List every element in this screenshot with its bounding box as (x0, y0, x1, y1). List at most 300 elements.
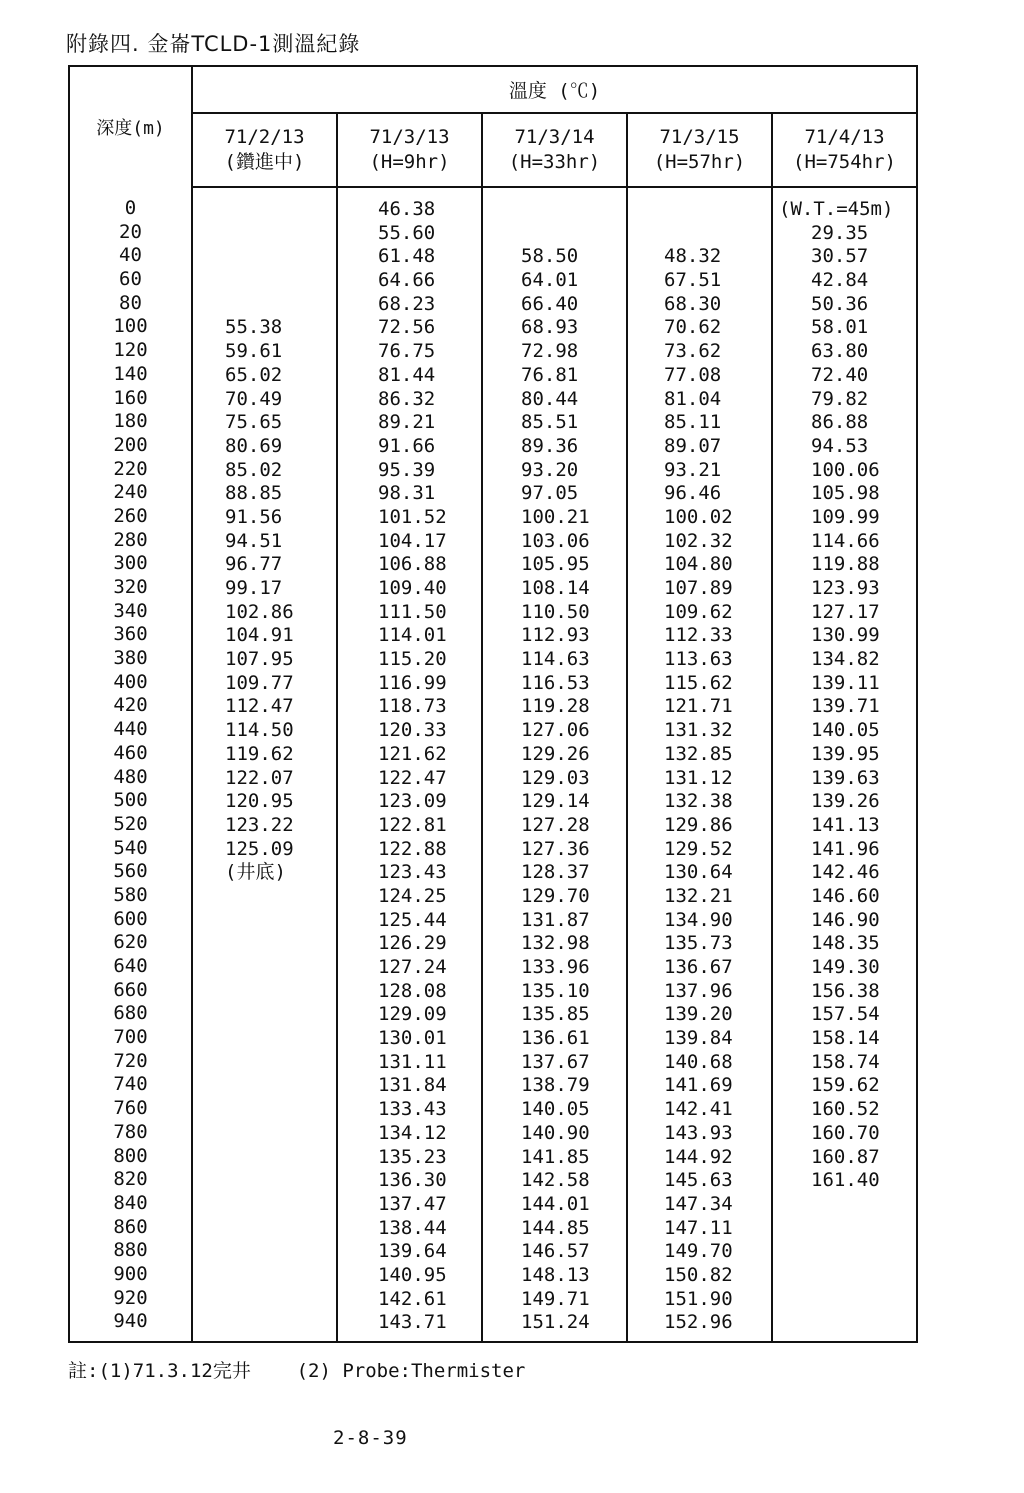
temperature-value: 89.36 (521, 434, 579, 457)
temperature-value: 114.63 (521, 648, 590, 671)
depth-value: 140 (113, 362, 148, 385)
temperature-value: (W.T.=45m) (779, 198, 894, 220)
temperature-value: 96.46 (664, 482, 722, 505)
temperature-value: 55.60 (378, 221, 436, 244)
temperature-header: 溫度 (℃) (192, 66, 917, 113)
depth-value: 440 (113, 718, 148, 741)
temperature-value (193, 245, 336, 269)
temperature-value: 133.96 (521, 956, 590, 978)
column-71-3-15 (627, 187, 772, 1342)
temperature-value: 99.17 (225, 577, 283, 599)
depth-value: 60 (119, 268, 142, 291)
temperature-value: 75.65 (225, 411, 283, 434)
temperature-value: 109.62 (664, 600, 733, 623)
temperature-value: 123.09 (378, 790, 447, 813)
temperature-value: 139.84 (664, 1027, 733, 1050)
temperature-value: 137.67 (521, 1050, 590, 1073)
depth-value: 260 (113, 504, 148, 527)
temperature-value (193, 1217, 336, 1241)
temperature-value: 136.30 (378, 1169, 447, 1192)
temperature-value: 144.85 (521, 1216, 590, 1239)
footnote: 註:(1)71.3.12完井 (2) Probe:Thermister (68, 1360, 526, 1382)
temperature-value: 108.14 (521, 577, 590, 599)
temperature-value: 139.11 (811, 671, 880, 694)
temperature-value: 140.95 (378, 1263, 447, 1286)
temperature-value: 48.32 (664, 245, 722, 268)
temperature-value: 42.84 (811, 269, 869, 292)
temperature-value: 85.11 (664, 411, 722, 434)
depth-value: 280 (113, 528, 148, 551)
temperature-value: 109.77 (225, 671, 294, 694)
temperature-value: 140.68 (664, 1050, 733, 1073)
temperature-value: 106.88 (378, 553, 447, 576)
temperature-value: (井底) (225, 861, 286, 884)
temperature-value: 146.60 (811, 884, 880, 907)
temperature-value: 67.51 (664, 269, 722, 292)
depth-value: 560 (113, 860, 148, 883)
date-label: 71/3/13 (369, 126, 450, 148)
temperature-value: 129.09 (378, 1003, 447, 1026)
temperature-value: 158.14 (811, 1027, 880, 1050)
depth-value: 940 (113, 1310, 148, 1333)
temperature-value: 137.47 (378, 1192, 447, 1215)
depth-value: 660 (113, 978, 148, 1001)
temperature-value: 144.01 (521, 1192, 590, 1215)
temperature-value: 107.89 (664, 577, 733, 599)
temperature-value: 101.52 (378, 505, 447, 528)
temperature-value: 68.93 (521, 316, 579, 339)
temperature-value: 122.88 (378, 837, 447, 860)
temperature-value: 156.38 (811, 979, 880, 1002)
depth-value: 320 (113, 576, 148, 598)
temperature-value: 140.05 (811, 719, 880, 742)
temperature-value: 86.88 (811, 411, 869, 434)
temperature-value: 127.24 (378, 956, 447, 978)
temperature-value: 145.63 (664, 1169, 733, 1192)
temperature-value: 126.29 (378, 932, 447, 955)
temperature-value (773, 1311, 916, 1335)
depth-header: 深度(m) (69, 66, 192, 187)
elapsed-label: (H=57hr) (653, 151, 746, 173)
temperature-value: 127.36 (521, 837, 590, 860)
temperature-value: 135.73 (664, 932, 733, 955)
temperature-value: 146.90 (811, 908, 880, 931)
temperature-value (193, 1264, 336, 1288)
depth-value: 200 (113, 433, 148, 456)
temperature-value: 76.81 (521, 363, 579, 386)
temperature-value: 146.57 (521, 1240, 590, 1263)
temperature-value: 141.85 (521, 1145, 590, 1168)
page-title: 附錄四. 金崙TCLD-1測溫紀錄 (66, 32, 361, 56)
temperature-value: 61.48 (378, 245, 436, 268)
depth-value: 460 (113, 741, 148, 764)
depth-value: 520 (113, 812, 148, 835)
temperature-value: 119.62 (225, 742, 294, 765)
temperature-value: 139.71 (811, 695, 880, 718)
temperature-value: 136.61 (521, 1027, 590, 1050)
temperature-value: 107.95 (225, 648, 294, 671)
temperature-value: 73.62 (664, 340, 722, 363)
temperature-value: 134.90 (664, 908, 733, 931)
temperature-value: 142.58 (521, 1169, 590, 1192)
depth-value: 860 (113, 1215, 148, 1238)
temperature-value: 157.54 (811, 1003, 880, 1026)
temperature-value: 94.53 (811, 434, 869, 457)
depth-value: 420 (113, 694, 148, 717)
temperature-value: 132.85 (664, 742, 733, 765)
temperature-value: 131.84 (378, 1074, 447, 1097)
temperature-value: 93.21 (664, 458, 722, 481)
temperature-value: 88.85 (225, 482, 283, 505)
temperature-value: 103.06 (521, 529, 590, 552)
temperature-value: 116.53 (521, 671, 590, 694)
temperature-value: 77.08 (664, 363, 722, 386)
temperature-value (193, 293, 336, 317)
temperature-value: 85.02 (225, 458, 283, 481)
temperature-value: 93.20 (521, 458, 579, 481)
temperature-value: 129.03 (521, 766, 590, 789)
temperature-value (773, 1217, 916, 1241)
temperature-value (193, 980, 336, 1004)
temperature-value: 94.51 (225, 529, 283, 552)
depth-value: 80 (119, 291, 142, 314)
temperature-value (193, 198, 336, 222)
date-label: 71/2/13 (224, 126, 305, 148)
depth-value: 480 (113, 765, 148, 788)
temperature-value: 131.11 (378, 1050, 447, 1073)
temperature-value: 140.90 (521, 1121, 590, 1144)
temperature-value: 140.05 (521, 1098, 590, 1121)
temperature-value: 50.36 (811, 292, 869, 315)
temperature-value: 115.20 (378, 648, 447, 671)
temperature-value: 63.80 (811, 340, 869, 363)
date-header (627, 113, 772, 187)
depth-value: 700 (113, 1026, 148, 1049)
depth-value: 880 (113, 1239, 148, 1262)
temperature-value: 114.50 (225, 719, 294, 742)
temperature-value (193, 1288, 336, 1312)
depth-value: 120 (113, 339, 148, 362)
temperature-value: 116.99 (378, 671, 447, 694)
temperature-value: 115.62 (664, 671, 733, 694)
temperature-value (193, 1098, 336, 1122)
temperature-value (483, 198, 626, 222)
temperature-value: 134.82 (811, 648, 880, 671)
temperature-value: 141.96 (811, 837, 880, 860)
temperature-value: 124.25 (378, 884, 447, 907)
depth-value: 220 (113, 457, 148, 480)
temperature-value: 91.56 (225, 505, 283, 528)
temperature-value (773, 1193, 916, 1217)
temperature-value: 130.01 (378, 1027, 447, 1050)
depth-value: 620 (113, 931, 148, 954)
temperature-value: 96.77 (225, 553, 283, 576)
temperature-value: 80.44 (521, 387, 579, 410)
temperature-value: 131.87 (521, 908, 590, 931)
column-71-4-13 (772, 187, 917, 1342)
page-number: 2-8-39 (333, 1427, 408, 1449)
temperature-value: 58.50 (521, 245, 579, 268)
temperature-value: 109.40 (378, 577, 447, 599)
temperature-value: 81.44 (378, 363, 436, 386)
temperature-value (193, 222, 336, 246)
temperature-value: 68.30 (664, 292, 722, 315)
temperature-value (773, 1288, 916, 1312)
temperature-value: 68.23 (378, 292, 436, 315)
depth-value: 640 (113, 955, 148, 977)
temperature-value: 142.41 (664, 1098, 733, 1121)
temperature-value (628, 198, 771, 222)
temperature-value: 151.90 (664, 1287, 733, 1310)
temperature-value: 121.62 (378, 742, 447, 765)
temperature-value: 127.06 (521, 719, 590, 742)
temperature-value: 55.38 (225, 316, 283, 339)
depth-value: 580 (113, 883, 148, 906)
depth-value: 920 (113, 1286, 148, 1309)
depth-value: 240 (113, 481, 148, 504)
temperature-value: 97.05 (521, 482, 579, 505)
temperature-value: 104.17 (378, 529, 447, 552)
temperature-value: 159.62 (811, 1074, 880, 1097)
temperature-value: 142.61 (378, 1287, 447, 1310)
temperature-value: 64.01 (521, 269, 579, 292)
temperature-value: 131.12 (664, 766, 733, 789)
temperature-value: 138.44 (378, 1216, 447, 1239)
temperature-value: 121.71 (664, 695, 733, 718)
temperature-value: 91.66 (378, 434, 436, 457)
temperature-value: 132.98 (521, 932, 590, 955)
temperature-value: 123.22 (225, 813, 294, 836)
temperature-value (193, 1146, 336, 1170)
temperature-value: 70.49 (225, 387, 283, 410)
date-label: 71/3/14 (514, 126, 595, 148)
depth-value: 380 (113, 647, 148, 670)
temperature-value: 114.66 (811, 529, 880, 552)
depth-value: 500 (113, 789, 148, 812)
temperature-value (193, 1311, 336, 1335)
depth-value: 40 (119, 244, 142, 267)
depth-value: 760 (113, 1097, 148, 1120)
temperature-value: 104.80 (664, 553, 733, 576)
temperature-value: 100.06 (811, 458, 880, 481)
temperature-value: 122.07 (225, 766, 294, 789)
temperature-value: 132.38 (664, 790, 733, 813)
date-label: 71/4/13 (804, 126, 885, 148)
date-header (772, 113, 917, 187)
temperature-value: 123.43 (378, 861, 447, 884)
temperature-value: 149.70 (664, 1240, 733, 1263)
temperature-value: 129.14 (521, 790, 590, 813)
depth-value: 360 (113, 623, 148, 646)
temperature-value (193, 1027, 336, 1051)
temperature-value: 158.74 (811, 1050, 880, 1073)
temperature-value: 113.63 (664, 648, 733, 671)
temperature-value: 104.91 (225, 624, 294, 647)
temperature-value: 129.52 (664, 837, 733, 860)
temperature-value: 148.35 (811, 932, 880, 955)
temperature-value: 127.28 (521, 813, 590, 836)
depth-value: 160 (113, 386, 148, 409)
depth-value: 300 (113, 552, 148, 575)
temperature-value (628, 222, 771, 246)
elapsed-label: (H=33hr) (508, 151, 601, 173)
depth-value: 400 (113, 670, 148, 693)
temperature-value (773, 1264, 916, 1288)
column-71-2-13 (192, 187, 337, 1342)
temperature-value: 123.93 (811, 577, 880, 599)
temperature-value: 30.57 (811, 245, 869, 268)
temperature-value: 128.37 (521, 861, 590, 884)
temperature-value: 160.52 (811, 1098, 880, 1121)
temperature-value: 85.51 (521, 411, 579, 434)
temperature-table (68, 65, 918, 1343)
temperature-value: 128.08 (378, 979, 447, 1002)
temperature-value: 89.21 (378, 411, 436, 434)
temperature-value: 150.82 (664, 1263, 733, 1286)
temperature-value: 133.43 (378, 1098, 447, 1121)
temperature-value: 72.40 (811, 363, 869, 386)
depth-value: 20 (119, 220, 142, 243)
temperature-value: 125.44 (378, 908, 447, 931)
temperature-value: 70.62 (664, 316, 722, 339)
temperature-value: 89.07 (664, 434, 722, 457)
temperature-value: 151.24 (521, 1311, 590, 1334)
temperature-value (773, 1240, 916, 1264)
temperature-value: 46.38 (378, 198, 436, 220)
temperature-value: 141.69 (664, 1074, 733, 1097)
temperature-value (193, 1193, 336, 1217)
temperature-value: 130.64 (664, 861, 733, 884)
date-header (192, 113, 337, 187)
temperature-value (193, 1003, 336, 1027)
temperature-value: 122.81 (378, 813, 447, 836)
temperature-value: 139.26 (811, 790, 880, 813)
temperature-value: 135.23 (378, 1145, 447, 1168)
temperature-value: 129.70 (521, 884, 590, 907)
temperature-value: 105.95 (521, 553, 590, 576)
temperature-value: 138.79 (521, 1074, 590, 1097)
temperature-value: 64.66 (378, 269, 436, 292)
temperature-value: 80.69 (225, 434, 283, 457)
depth-value: 780 (113, 1120, 148, 1143)
temperature-value: 142.46 (811, 861, 880, 884)
depth-value: 100 (113, 315, 148, 338)
temperature-value: 149.71 (521, 1287, 590, 1310)
temperature-value: 58.01 (811, 316, 869, 339)
depth-value: 600 (113, 907, 148, 930)
temperature-value: 161.40 (811, 1169, 880, 1192)
temperature-value (193, 1169, 336, 1193)
temperature-value (193, 909, 336, 933)
temperature-value (193, 269, 336, 293)
date-header (482, 113, 627, 187)
temperature-value: 112.93 (521, 624, 590, 647)
temperature-value: 76.75 (378, 340, 436, 363)
temperature-value: 143.93 (664, 1121, 733, 1144)
temperature-value: 149.30 (811, 956, 880, 978)
temperature-value: 135.10 (521, 979, 590, 1002)
temperature-value: 137.96 (664, 979, 733, 1002)
temperature-value: 135.85 (521, 1003, 590, 1026)
temperature-value: 139.64 (378, 1240, 447, 1263)
temperature-value: 139.95 (811, 742, 880, 765)
depth-value: 680 (113, 1002, 148, 1025)
temperature-value: 120.33 (378, 719, 447, 742)
temperature-value: 86.32 (378, 387, 436, 410)
temperature-value: 110.50 (521, 600, 590, 623)
temperature-value: 122.47 (378, 766, 447, 789)
temperature-value: 131.32 (664, 719, 733, 742)
temperature-value: 59.61 (225, 340, 283, 363)
column-71-3-13 (337, 187, 482, 1342)
temperature-value: 148.13 (521, 1263, 590, 1286)
depth-value: 820 (113, 1168, 148, 1191)
depth-value: 540 (113, 836, 148, 859)
temperature-value: 127.17 (811, 600, 880, 623)
temperature-value: 129.86 (664, 813, 733, 836)
temperature-value: 98.31 (378, 482, 436, 505)
temperature-value: 81.04 (664, 387, 722, 410)
temperature-value: 139.63 (811, 766, 880, 789)
depth-value: 740 (113, 1073, 148, 1096)
temperature-value: 160.87 (811, 1145, 880, 1168)
depth-value: 180 (113, 410, 148, 433)
temperature-value (193, 1240, 336, 1264)
temperature-value: 152.96 (664, 1311, 733, 1334)
temperature-value: 119.28 (521, 695, 590, 718)
temperature-value: 111.50 (378, 600, 447, 623)
depth-value: 720 (113, 1049, 148, 1072)
temperature-value: 66.40 (521, 292, 579, 315)
temperature-value: 141.13 (811, 813, 880, 836)
temperature-value: 130.99 (811, 624, 880, 647)
temperature-value: 72.56 (378, 316, 436, 339)
temperature-value: 100.21 (521, 505, 590, 528)
temperature-value: 118.73 (378, 695, 447, 718)
depth-value: 340 (113, 599, 148, 622)
temperature-value: 112.47 (225, 695, 294, 718)
date-label: 71/3/15 (659, 126, 740, 148)
temperature-value: 109.99 (811, 505, 880, 528)
temperature-value: 139.20 (664, 1003, 733, 1026)
temperature-value: 112.33 (664, 624, 733, 647)
temperature-value (193, 1051, 336, 1075)
depth-column (69, 187, 192, 1342)
temperature-value: 160.70 (811, 1121, 880, 1144)
temperature-value (193, 1074, 336, 1098)
temperature-value: 114.01 (378, 624, 447, 647)
temperature-value: 29.35 (811, 221, 869, 244)
elapsed-label: (H=754hr) (793, 151, 896, 173)
date-header (337, 113, 482, 187)
temperature-value (193, 932, 336, 956)
temperature-value: 100.02 (664, 505, 733, 528)
elapsed-label: (H=9hr) (369, 151, 450, 173)
depth-value: 0 (124, 197, 137, 219)
temperature-value: 120.95 (225, 790, 294, 813)
temperature-value: 125.09 (225, 837, 294, 860)
temperature-value: 95.39 (378, 458, 436, 481)
temperature-value: 129.26 (521, 742, 590, 765)
elapsed-label: (鑽進中) (224, 151, 305, 173)
depth-value: 800 (113, 1144, 148, 1167)
column-71-3-14 (482, 187, 627, 1342)
temperature-value: 136.67 (664, 956, 733, 978)
temperature-value: 134.12 (378, 1121, 447, 1144)
temperature-value: 143.71 (378, 1311, 447, 1334)
temperature-value: 119.88 (811, 553, 880, 576)
depth-value: 840 (113, 1191, 148, 1214)
